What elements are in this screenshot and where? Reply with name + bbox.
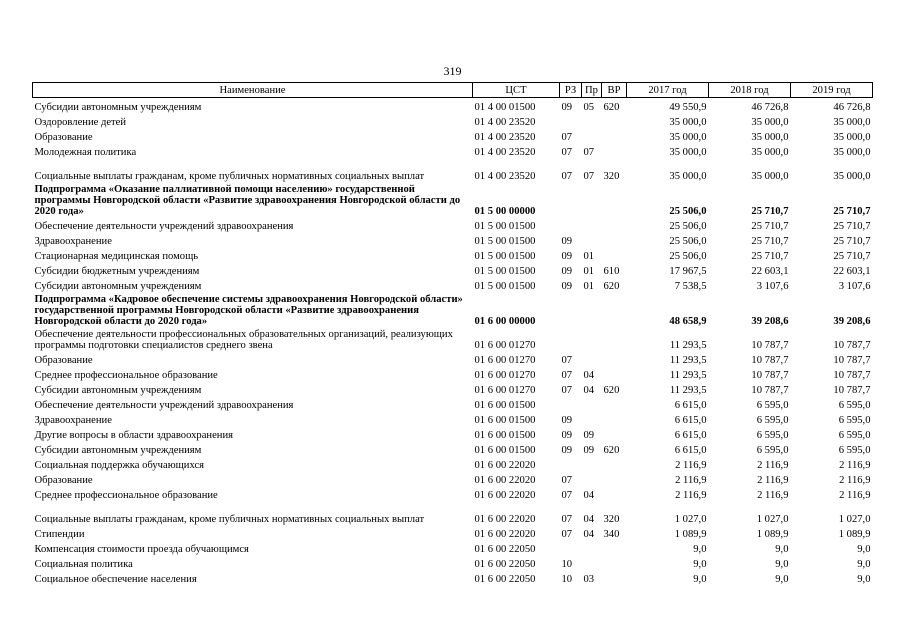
- row-2018-cell: 10 787,7: [751, 370, 789, 381]
- row-name-cell: Стационарная медицинская помощь: [34, 251, 199, 262]
- row-name-cell: Стипендии: [34, 529, 85, 540]
- page-number: 319: [443, 64, 462, 78]
- row-cst-cell: 01 6 00 22050: [474, 559, 536, 570]
- table-row: [33, 277, 873, 292]
- table-row: [33, 411, 873, 426]
- table-row: [33, 570, 873, 585]
- row-vr-cell: [602, 426, 627, 441]
- row-cst-cell: 01 6 00 01270: [474, 355, 536, 366]
- row-name-cell: Обеспечение деятельности профессиональных образовательных организаций, реализующих программы подготовки специалистов среднего звена: [34, 329, 453, 351]
- row-pr-cell: [582, 411, 602, 426]
- row-pr-cell: 03: [583, 574, 595, 585]
- row-rz-cell: [560, 540, 582, 555]
- row-name-cell: Социальная поддержка обучающихся: [34, 460, 205, 471]
- row-2017-cell: 35 000,0: [669, 171, 707, 182]
- table-row: [33, 98, 873, 114]
- row-pr-cell: 07: [583, 147, 595, 158]
- row-2019-cell: 2 116,9: [839, 490, 871, 501]
- row-2019-cell: 6 595,0: [838, 430, 871, 441]
- row-2018-cell: 35 000,0: [751, 147, 789, 158]
- row-pr-cell: [582, 232, 602, 247]
- row-name-cell: Субсидии автономным учреждениям: [34, 445, 202, 456]
- row-2018-cell: 25 710,7: [751, 206, 789, 217]
- row-2018-cell: 2 116,9: [757, 490, 789, 501]
- column-header-cst: ЦСТ: [473, 83, 560, 98]
- row-2019-cell: 9,0: [857, 574, 871, 585]
- row-cst-cell: 01 6 00 01500: [474, 415, 536, 426]
- table-row: [33, 143, 873, 158]
- row-pr-cell: [582, 128, 602, 143]
- row-cst-cell: 01 5 00 01500: [474, 266, 536, 277]
- row-cst-cell: 01 5 00 01500: [474, 281, 536, 292]
- row-name-cell: Молодежная политика: [34, 147, 137, 158]
- row-2018-cell: 25 710,7: [751, 236, 789, 247]
- table-row: [33, 327, 873, 351]
- row-vr-cell: [602, 540, 627, 555]
- row-rz-cell: 09: [561, 281, 573, 292]
- row-name-cell: Среднее профессиональное образование: [34, 370, 218, 381]
- row-rz-cell: 07: [561, 147, 573, 158]
- row-cst-cell: 01 4 00 23520: [474, 117, 536, 128]
- table-row: [33, 262, 873, 277]
- table-row: [33, 128, 873, 143]
- row-vr-cell: [602, 247, 627, 262]
- row-cst-cell: 01 6 00 00000: [474, 316, 536, 327]
- row-2018-cell: 25 710,7: [751, 251, 789, 262]
- row-vr-cell: [602, 327, 627, 351]
- row-name-cell: Среднее профессиональное образование: [34, 490, 218, 501]
- row-rz-cell: 07: [561, 475, 573, 486]
- row-cst-cell: 01 5 00 01500: [474, 221, 536, 232]
- row-rz-cell: [560, 456, 582, 471]
- row-2019-cell: 6 595,0: [838, 415, 871, 426]
- row-2019-cell: 10 787,7: [833, 355, 871, 366]
- table-row: [33, 441, 873, 456]
- row-rz-cell: [560, 217, 582, 232]
- row-rz-cell: 07: [561, 385, 573, 396]
- budget-table: [32, 82, 873, 585]
- row-rz-cell: 09: [561, 430, 573, 441]
- row-2017-cell: 11 293,5: [669, 340, 707, 351]
- row-name-cell: Обеспечение деятельности учреждений здравоохранения: [34, 221, 294, 232]
- row-cst-cell: 01 6 00 01270: [474, 370, 536, 381]
- row-vr-cell: [602, 366, 627, 381]
- row-name-cell: Оздоровление детей: [34, 117, 127, 128]
- row-2019-cell: 10 787,7: [833, 340, 871, 351]
- row-name-cell: Обеспечение деятельности учреждений здравоохранения: [34, 400, 294, 411]
- row-2019-cell: 35 000,0: [833, 132, 871, 143]
- row-rz-cell: 10: [561, 574, 573, 585]
- row-pr-cell: [582, 555, 602, 570]
- row-name-cell: Образование: [34, 132, 93, 143]
- row-2019-cell: 2 116,9: [839, 460, 871, 471]
- row-rz-cell: [560, 396, 582, 411]
- row-2017-cell: 25 506,0: [669, 251, 707, 262]
- row-2019-cell: 6 595,0: [838, 400, 871, 411]
- row-2018-cell: 35 000,0: [751, 171, 789, 182]
- row-vr-cell: 340: [603, 529, 620, 540]
- table-row: [33, 381, 873, 396]
- row-2018-cell: 9,0: [775, 544, 789, 555]
- row-name-cell: Подпрограмма «Оказание паллиативной помощи населению» государственной программы Новгородской области «Развитие здравоохранения Новгородской области до 2020 года»: [34, 184, 461, 217]
- table-row: [33, 555, 873, 570]
- row-rz-cell: 09: [561, 266, 573, 277]
- row-cst-cell: 01 5 00 00000: [474, 206, 536, 217]
- table-row: [33, 232, 873, 247]
- row-name-cell: Социальное обеспечение населения: [34, 574, 197, 585]
- table-row: [33, 486, 873, 501]
- row-name-cell: Здравоохранение: [34, 236, 112, 247]
- row-rz-cell: 07: [561, 370, 573, 381]
- row-vr-cell: [602, 570, 627, 585]
- table-row: [33, 501, 873, 525]
- row-rz-cell: 07: [561, 529, 573, 540]
- row-2017-cell: 9,0: [693, 559, 707, 570]
- row-name-cell: Социальные выплаты гражданам, кроме публичных нормативных социальных выплат: [34, 171, 425, 182]
- row-name-cell: Образование: [34, 355, 93, 366]
- row-pr-cell: 04: [583, 370, 595, 381]
- table-row: [33, 366, 873, 381]
- row-vr-cell: [602, 113, 627, 128]
- row-pr-cell: 04: [583, 529, 595, 540]
- row-pr-cell: [582, 456, 602, 471]
- row-vr-cell: [602, 456, 627, 471]
- row-name-cell: Образование: [34, 475, 93, 486]
- row-2019-cell: 35 000,0: [833, 117, 871, 128]
- row-2019-cell: 6 595,0: [838, 445, 871, 456]
- row-name-cell: Субсидии автономным учреждениям: [34, 281, 202, 292]
- row-2017-cell: 25 506,0: [669, 221, 707, 232]
- row-pr-cell: [582, 292, 602, 327]
- row-name-cell: Здравоохранение: [34, 415, 112, 426]
- row-pr-cell: 01: [583, 266, 595, 277]
- row-cst-cell: 01 5 00 01500: [474, 251, 536, 262]
- row-vr-cell: [602, 128, 627, 143]
- row-pr-cell: [582, 182, 602, 217]
- row-vr-cell: 320: [603, 171, 620, 182]
- row-2019-cell: 10 787,7: [833, 370, 871, 381]
- column-header-2019: 2019 год: [791, 83, 873, 98]
- row-2019-cell: 25 710,7: [833, 206, 871, 217]
- row-cst-cell: 01 6 00 22020: [474, 529, 536, 540]
- row-2017-cell: 6 615,0: [674, 430, 707, 441]
- row-vr-cell: [602, 292, 627, 327]
- row-vr-cell: [602, 411, 627, 426]
- row-vr-cell: 620: [603, 102, 620, 113]
- row-rz-cell: 09: [561, 445, 573, 456]
- row-rz-cell: 10: [561, 559, 573, 570]
- row-2017-cell: 49 550,9: [669, 102, 707, 113]
- row-name-cell: Компенсация стоимости проезда обучающимся: [34, 544, 249, 555]
- row-2018-cell: 2 116,9: [757, 475, 789, 486]
- row-rz-cell: 09: [561, 236, 573, 247]
- row-pr-cell: 04: [583, 514, 595, 525]
- row-vr-cell: 620: [603, 281, 620, 292]
- row-name-cell: Другие вопросы в области здравоохранения: [34, 430, 233, 441]
- row-vr-cell: [602, 351, 627, 366]
- row-rz-cell: [560, 182, 582, 217]
- row-name-cell: Социальные выплаты гражданам, кроме публичных нормативных социальных выплат: [34, 514, 425, 525]
- row-2019-cell: 1 089,9: [838, 529, 871, 540]
- row-2018-cell: 9,0: [775, 559, 789, 570]
- row-2017-cell: 9,0: [693, 544, 707, 555]
- row-2018-cell: 6 595,0: [756, 430, 789, 441]
- row-2017-cell: 11 293,5: [669, 355, 707, 366]
- row-cst-cell: 01 4 00 23520: [474, 147, 536, 158]
- row-pr-cell: [582, 327, 602, 351]
- row-vr-cell: [602, 471, 627, 486]
- row-vr-cell: [602, 396, 627, 411]
- row-2017-cell: 6 615,0: [674, 445, 707, 456]
- row-cst-cell: 01 6 00 01270: [474, 385, 536, 396]
- row-cst-cell: 01 6 00 22020: [474, 475, 536, 486]
- row-rz-cell: [560, 327, 582, 351]
- row-2019-cell: 22 603,1: [833, 266, 871, 277]
- table-header-row: [33, 83, 873, 98]
- row-pr-cell: [582, 471, 602, 486]
- table-row: [33, 426, 873, 441]
- row-2018-cell: 35 000,0: [751, 132, 789, 143]
- row-name-cell: Социальная политика: [34, 559, 133, 570]
- row-pr-cell: 01: [583, 281, 595, 292]
- row-rz-cell: 07: [561, 514, 573, 525]
- table-row: [33, 396, 873, 411]
- row-pr-cell: 04: [583, 490, 595, 501]
- row-2017-cell: 11 293,5: [669, 385, 707, 396]
- row-2017-cell: 48 658,9: [669, 316, 707, 327]
- row-2017-cell: 7 538,5: [674, 281, 707, 292]
- table-row: [33, 217, 873, 232]
- table-row: [33, 525, 873, 540]
- row-cst-cell: 01 6 00 22050: [474, 574, 536, 585]
- row-2018-cell: 6 595,0: [756, 445, 789, 456]
- row-rz-cell: [560, 292, 582, 327]
- row-rz-cell: 07: [561, 171, 573, 182]
- row-cst-cell: 01 6 00 22020: [474, 514, 536, 525]
- column-header-2017: 2017 год: [627, 83, 709, 98]
- row-2017-cell: 9,0: [693, 574, 707, 585]
- row-2018-cell: 10 787,7: [751, 340, 789, 351]
- row-2017-cell: 11 293,5: [669, 370, 707, 381]
- table-row: [33, 158, 873, 182]
- row-vr-cell: [602, 232, 627, 247]
- row-rz-cell: 07: [561, 490, 573, 501]
- column-header-pr: Пр: [582, 83, 602, 98]
- row-pr-cell: [582, 113, 602, 128]
- row-cst-cell: 01 6 00 01500: [474, 445, 536, 456]
- row-rz-cell: 09: [561, 251, 573, 262]
- row-cst-cell: 01 6 00 01500: [474, 430, 536, 441]
- row-2017-cell: 2 116,9: [675, 460, 707, 471]
- row-cst-cell: 01 4 00 23520: [474, 171, 536, 182]
- row-2017-cell: 25 506,0: [669, 236, 707, 247]
- row-2018-cell: 9,0: [775, 574, 789, 585]
- row-2019-cell: 35 000,0: [833, 147, 871, 158]
- row-2019-cell: 39 208,6: [833, 316, 871, 327]
- row-cst-cell: 01 6 00 22020: [474, 490, 536, 501]
- row-2018-cell: 1 089,9: [756, 529, 789, 540]
- row-2018-cell: 35 000,0: [751, 117, 789, 128]
- row-2019-cell: 25 710,7: [833, 251, 871, 262]
- row-2019-cell: 25 710,7: [833, 236, 871, 247]
- row-rz-cell: 07: [561, 355, 573, 366]
- column-header-rz: РЗ: [560, 83, 582, 98]
- row-2019-cell: 35 000,0: [833, 171, 871, 182]
- row-vr-cell: 610: [603, 266, 620, 277]
- row-2017-cell: 6 615,0: [674, 415, 707, 426]
- row-cst-cell: 01 5 00 01500: [474, 236, 536, 247]
- row-rz-cell: [560, 113, 582, 128]
- row-2018-cell: 10 787,7: [751, 355, 789, 366]
- row-pr-cell: 09: [583, 430, 595, 441]
- row-2017-cell: 6 615,0: [674, 400, 707, 411]
- column-header-name: Наименование: [33, 83, 473, 98]
- column-header-2018: 2018 год: [709, 83, 791, 98]
- row-pr-cell: 05: [583, 102, 595, 113]
- row-2019-cell: 9,0: [857, 544, 871, 555]
- row-2019-cell: 10 787,7: [833, 385, 871, 396]
- row-vr-cell: [602, 486, 627, 501]
- row-name-cell: Субсидии бюджетным учреждениям: [34, 266, 200, 277]
- row-2019-cell: 9,0: [857, 559, 871, 570]
- row-2017-cell: 35 000,0: [669, 147, 707, 158]
- row-2019-cell: 2 116,9: [839, 475, 871, 486]
- row-2017-cell: 35 000,0: [669, 132, 707, 143]
- row-rz-cell: 09: [561, 415, 573, 426]
- row-2018-cell: 46 726,8: [751, 102, 789, 113]
- row-name-cell: Подпрограмма «Кадровое обеспечение системы здравоохранения Новгородской области» государственной программы Новгородской области «Развитие здравоохранения Новгородской области до 2020 года»: [34, 294, 463, 327]
- table-row: [33, 247, 873, 262]
- row-vr-cell: [602, 182, 627, 217]
- row-2017-cell: 35 000,0: [669, 117, 707, 128]
- row-2017-cell: 25 506,0: [669, 206, 707, 217]
- table-row: [33, 456, 873, 471]
- row-cst-cell: 01 6 00 22020: [474, 460, 536, 471]
- row-cst-cell: 01 4 00 01500: [474, 102, 536, 113]
- row-name-cell: Субсидии автономным учреждениям: [34, 385, 202, 396]
- table-row: [33, 351, 873, 366]
- row-pr-cell: 01: [583, 251, 595, 262]
- row-vr-cell: 320: [603, 514, 620, 525]
- row-rz-cell: 09: [561, 102, 573, 113]
- row-2017-cell: 1 027,0: [674, 514, 707, 525]
- row-2017-cell: 2 116,9: [675, 490, 707, 501]
- row-vr-cell: [602, 217, 627, 232]
- row-2017-cell: 17 967,5: [669, 266, 707, 277]
- row-2019-cell: 46 726,8: [833, 102, 871, 113]
- row-cst-cell: 01 6 00 01500: [474, 400, 536, 411]
- row-2019-cell: 3 107,6: [838, 281, 871, 292]
- row-2018-cell: 6 595,0: [756, 415, 789, 426]
- row-pr-cell: [582, 217, 602, 232]
- table-row: [33, 182, 873, 217]
- row-vr-cell: [602, 555, 627, 570]
- row-name-cell: Субсидии автономным учреждениям: [34, 102, 202, 113]
- row-2019-cell: 25 710,7: [833, 221, 871, 232]
- column-header-vr: ВР: [602, 83, 627, 98]
- row-pr-cell: [582, 396, 602, 411]
- row-2017-cell: 1 089,9: [674, 529, 707, 540]
- row-2017-cell: 2 116,9: [675, 475, 707, 486]
- row-2018-cell: 1 027,0: [756, 514, 789, 525]
- table-row: [33, 471, 873, 486]
- row-pr-cell: [582, 351, 602, 366]
- row-2019-cell: 1 027,0: [838, 514, 871, 525]
- table-row: [33, 113, 873, 128]
- table-row: [33, 292, 873, 327]
- row-2018-cell: 2 116,9: [757, 460, 789, 471]
- row-rz-cell: 07: [561, 132, 573, 143]
- row-pr-cell: [582, 540, 602, 555]
- row-vr-cell: 620: [603, 445, 620, 456]
- row-2018-cell: 25 710,7: [751, 221, 789, 232]
- row-vr-cell: 620: [603, 385, 620, 396]
- row-2018-cell: 3 107,6: [756, 281, 789, 292]
- row-2018-cell: 10 787,7: [751, 385, 789, 396]
- row-pr-cell: 09: [583, 445, 595, 456]
- row-cst-cell: 01 4 00 23520: [474, 132, 536, 143]
- table-row: [33, 540, 873, 555]
- row-pr-cell: 04: [583, 385, 595, 396]
- row-cst-cell: 01 6 00 22050: [474, 544, 536, 555]
- row-2018-cell: 22 603,1: [751, 266, 789, 277]
- row-cst-cell: 01 6 00 01270: [474, 340, 536, 351]
- row-2018-cell: 39 208,6: [751, 316, 789, 327]
- row-pr-cell: 07: [583, 171, 595, 182]
- row-2018-cell: 6 595,0: [756, 400, 789, 411]
- row-vr-cell: [602, 143, 627, 158]
